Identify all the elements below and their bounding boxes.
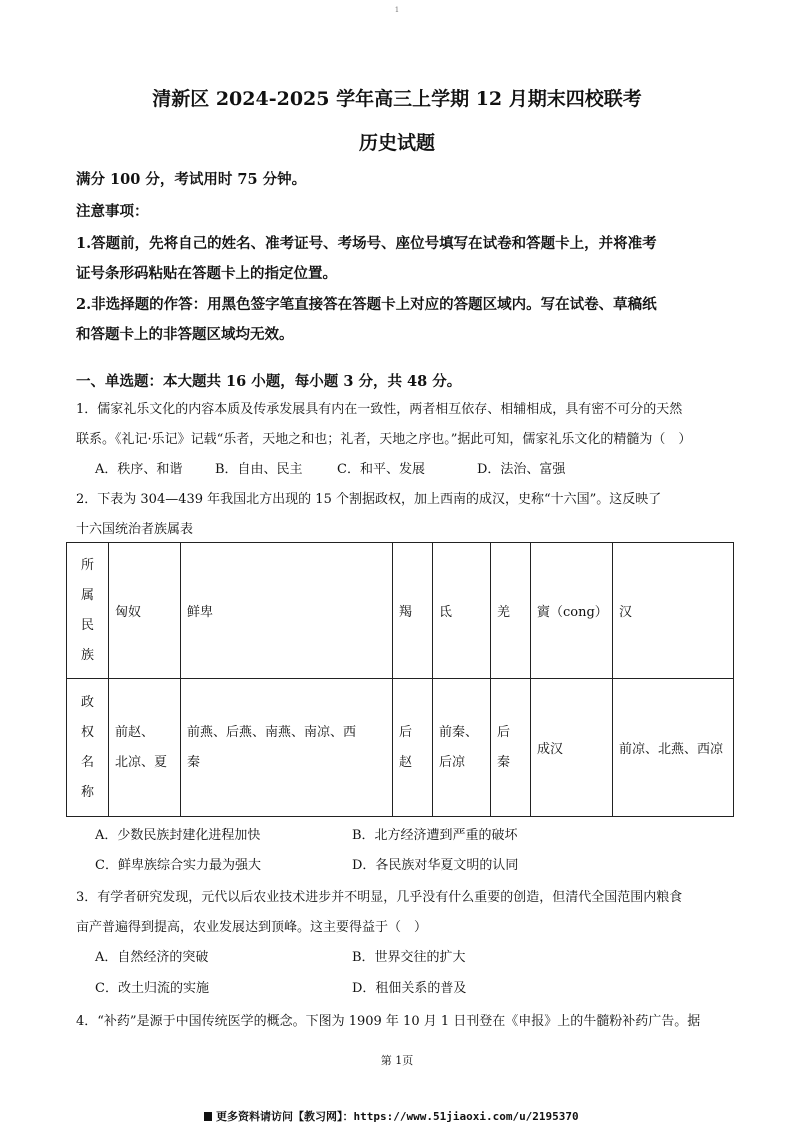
cell-qiang: 羌 <box>491 543 531 679</box>
cell-regime-xianbei: 前燕、后燕、南燕、南凉、西 秦 <box>181 679 393 817</box>
q3-options-row1 <box>95 946 466 965</box>
q3-option-c: C．改土归流的实施 <box>95 981 209 996</box>
q3-line2: 亩产普遍得到提高，农业发展达到顶峰。这主要得益于（ ） <box>76 920 428 935</box>
q2-option-c: C．鲜卑族综合实力最为强大 <box>95 858 261 873</box>
exam-subtitle: 历史试题 <box>358 132 435 154</box>
ethnic-regime-table <box>66 542 734 817</box>
q1-option-a: A．秩序、和谐 <box>95 462 183 477</box>
q3-option-a: A．自然经济的突破 <box>95 950 209 965</box>
note2-line2: 和答题卡上的非答题区域均无效。 <box>76 326 294 343</box>
cell-regime-qiang: 后 秦 <box>491 679 531 817</box>
q3-option-b: B．世界交往的扩大 <box>352 950 466 965</box>
q2-options-row2 <box>95 854 518 873</box>
cell-regime-di: 前秦、 后凉 <box>433 679 491 817</box>
note1-line2: 证号条形码粘贴在答题卡上的指定位置。 <box>76 265 337 282</box>
cell-jie: 羯 <box>393 543 433 679</box>
cell-regime-han: 前凉、北燕、西凉 <box>613 679 734 817</box>
flag-icon <box>204 1112 212 1121</box>
q2-options-row1 <box>95 824 518 843</box>
q3-options-row2 <box>95 977 466 996</box>
exam-title: 清新区 2024-2025 学年高三上学期 12 月期末四校联考 <box>152 88 642 110</box>
footer-link-text[interactable]: 更多资料请访问【教习网】：https://www.51jiaoxi.com/u/2195370 <box>216 1110 579 1123</box>
q1-option-c: C．和平、发展 <box>337 462 425 477</box>
table-caption: 十六国统治者族属表 <box>76 522 194 537</box>
cell-regime-jie: 后 赵 <box>393 679 433 817</box>
q1-line2: 联系。《礼记·乐记》记载“乐者，天地之和也；礼者，天地之序也。”据此可知，儒家礼乐文化的精髓为（ ） <box>76 432 692 447</box>
table-row <box>67 679 734 817</box>
cell-regime-cong: 成汉 <box>531 679 613 817</box>
cell-cong: 賨（cong） <box>531 543 613 679</box>
table-row <box>67 543 734 679</box>
q2-option-d: D．各民族对华夏文明的认同 <box>352 858 519 873</box>
cell-xiongnu: 匈奴 <box>109 543 181 679</box>
q3-option-d: D．租佃关系的普及 <box>352 981 467 996</box>
note2-line1: 2.非选择题的作答：用黑色签字笔直接答在答题卡上对应的答题区域内。写在试卷、草稿纸 <box>76 296 657 313</box>
full-marks-text: 满分 100 分，考试用时 75 分钟。 <box>76 171 307 188</box>
note1-line1: 1.答题前，先将自己的姓名、准考证号、考场号、座位号填写在试卷和答题卡上，并将准考 <box>76 235 657 252</box>
q1-line1: 1．儒家礼乐文化的内容本质及传承发展具有内在一致性，两者相互依存、相辅相成，具有密不可分的天然 <box>76 402 683 417</box>
page-top-mark: 1 <box>394 6 400 14</box>
row-header-regime: 政 权 名 称 <box>67 679 109 817</box>
notes-heading: 注意事项： <box>76 203 149 220</box>
cell-han: 汉 <box>613 543 734 679</box>
cell-regime-xiongnu: 前赵、 北凉、夏 <box>109 679 181 817</box>
q1-options <box>95 458 565 477</box>
q3-line1: 3．有学者研究发现，元代以后农业技术进步并不明显，几乎没有什么重要的创造，但清代全国范围内粮食 <box>76 890 683 905</box>
q2-line1: 2．下表为 304—439 年我国北方出现的 15 个割据政权，加上西南的成汉，史称“十六国”。这反映了 <box>76 492 662 507</box>
q2-option-a: A．少数民族封建化进程加快 <box>95 828 261 843</box>
row-header-ethnic: 所 属 民 族 <box>67 543 109 679</box>
footer-resource-link[interactable] <box>204 1108 579 1124</box>
section1-heading: 一、单选题：本大题共 16 小题，每小题 3 分，共 48 分。 <box>76 373 462 390</box>
q2-option-b: B．北方经济遭到严重的破坏 <box>352 828 518 843</box>
page-number: 第 1页 <box>380 1054 414 1067</box>
cell-di: 氐 <box>433 543 491 679</box>
q4-line1: 4．“补药”是源于中国传统医学的概念。下图为 1909 年 10 月 1 日刊登在《申报》上的牛髓粉补药广告。据 <box>76 1014 701 1029</box>
q1-option-b: B．自由、民主 <box>215 462 303 477</box>
cell-xianbei: 鲜卑 <box>181 543 393 679</box>
q1-option-d: D．法治、富强 <box>477 462 566 477</box>
